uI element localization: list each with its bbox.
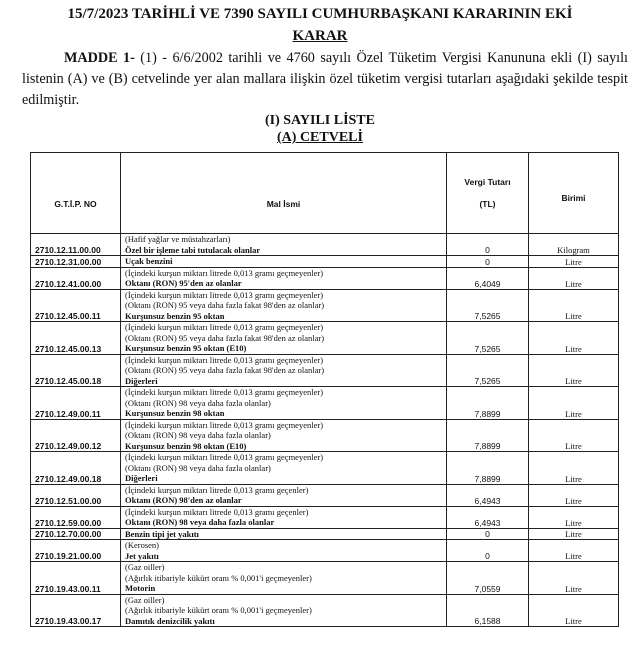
product-name-cell (121, 322, 447, 355)
product-name: Diğerleri (125, 375, 158, 386)
gtip-cell: 2710.12.49.00.11 (31, 387, 121, 420)
product-qualifier: (Oktanı (RON) 95 veya daha fazla fakat 98'den az olanlar) (125, 300, 325, 310)
table-row (31, 387, 619, 420)
product-qualifier: (Gaz oiller) (125, 562, 165, 572)
product-name-cell (121, 354, 447, 387)
header-name: Mal İsmi (121, 153, 447, 234)
table-row (31, 234, 619, 256)
tax-amount-cell: 0 (447, 256, 529, 268)
table-row (31, 354, 619, 387)
product-name-cell (121, 419, 447, 452)
product-qualifier: (İçindeki kurşun miktarı litrede 0,013 gramı geçenler) (125, 484, 309, 495)
product-name-cell (121, 289, 447, 322)
tax-amount-cell: 7,8899 (447, 387, 529, 420)
tax-amount-cell: 6,4049 (447, 267, 529, 289)
product-name-cell (121, 562, 447, 595)
gtip-cell: 2710.12.59.00.00 (31, 506, 121, 528)
unit-cell: Litre (529, 387, 619, 420)
unit-cell: Litre (529, 267, 619, 289)
gtip-cell: 2710.19.43.00.11 (31, 562, 121, 595)
product-qualifier: (İçindeki kurşun miktarı litrede 0,013 gramı geçenler) (125, 506, 309, 517)
product-name-cell (121, 256, 447, 268)
unit-cell: Litre (529, 289, 619, 322)
article-text: (1) - 6/6/2002 tarihli ve 4760 sayılı Özel Tüketim Vergisi Kanununa ekli (I) sayılı listenin (A) ve (B) cetvelinde yer alan mallara ilişkin özel tüketim vergisi tutarları aşağıdaki şekilde tespit edilmiştir. (22, 50, 628, 108)
document-heading: 15/7/2023 TARİHLİ VE 7390 SAYILI CUMHURBAŞKANI KARARININ EKİ (67, 6, 573, 22)
product-name: Jet yakıtı (125, 550, 159, 561)
product-name: Kurşunsuz benzin 98 oktan (125, 408, 225, 418)
product-qualifier: (Oktanı (RON) 95 veya daha fazla fakat 98'den az olanlar) (125, 365, 325, 375)
table-row (31, 267, 619, 289)
gtip-cell: 2710.12.49.00.18 (31, 452, 121, 485)
article-label: MADDE 1- (64, 50, 135, 66)
product-name-cell (121, 528, 447, 540)
product-qualifier: (Kerosen) (125, 540, 159, 550)
product-name-cell (121, 267, 447, 289)
product-qualifier: (İçindeki kurşun miktarı litrede 0,013 gramı geçmeyenler) (125, 452, 324, 462)
tax-amount-cell: 7,5265 (447, 354, 529, 387)
product-qualifier: (Ağırlık itibariyle kükürt oranı % 0,001'i geçmeyenler) (125, 572, 312, 583)
unit-cell: Litre (529, 506, 619, 528)
tax-amount-cell: 7,5265 (447, 322, 529, 355)
table-row (31, 322, 619, 355)
product-name: Özel bir işleme tabi tutulacak olanlar (125, 244, 261, 255)
cetvel-title: (A) CETVELİ (277, 130, 363, 145)
tax-amount-cell: 7,8899 (447, 452, 529, 485)
unit-cell: Litre (529, 322, 619, 355)
unit-cell: Litre (529, 540, 619, 562)
product-qualifier: (İçindeki kurşun miktarı litrede 0,013 gramı geçmeyenler) (125, 419, 324, 430)
table-row (31, 452, 619, 485)
table-row (31, 256, 619, 268)
product-name: Kurşunsuz benzin 95 oktan (125, 310, 225, 321)
product-qualifier: (Ağırlık itibariyle kükürt oranı % 0,001'i geçmeyenler) (125, 605, 312, 615)
product-name: Kurşunsuz benzin 98 oktan (E10) (125, 440, 247, 451)
tax-amount-cell: 6,1588 (447, 594, 529, 627)
header-gtip: G.T.İ.P. NO (31, 153, 121, 234)
gtip-cell: 2710.19.43.00.17 (31, 594, 121, 627)
product-qualifier: (İçindeki kurşun miktarı litrede 0,013 gramı geçmeyenler) (125, 354, 324, 365)
header-unit: Birimi (529, 153, 619, 234)
unit-cell: Litre (529, 354, 619, 387)
gtip-cell: 2710.19.21.00.00 (31, 540, 121, 562)
gtip-cell: 2710.12.51.00.00 (31, 484, 121, 506)
gtip-cell: 2710.12.45.00.18 (31, 354, 121, 387)
unit-cell: Litre (529, 452, 619, 485)
tax-amount-cell: 7,0559 (447, 562, 529, 595)
product-qualifier: (İçindeki kurşun miktarı litrede 0,013 gramı geçmeyenler) (125, 289, 324, 300)
product-qualifier: (Hafif yağlar ve müstahzarları) (125, 234, 231, 244)
table-row (31, 528, 619, 540)
unit-cell: Litre (529, 562, 619, 595)
tax-amount-cell: 6,4943 (447, 506, 529, 528)
unit-cell: Litre (529, 484, 619, 506)
product-qualifier: (Oktanı (RON) 98 veya daha fazla olanlar) (125, 462, 271, 473)
header-tax-bottom: (TL) (479, 199, 496, 209)
header-tax-top: Vergi Tutarı (464, 177, 511, 187)
product-name: Oktanı (RON) 98 veya daha fazla olanlar (125, 517, 275, 527)
product-name: Diğerleri (125, 473, 158, 483)
product-name-cell (121, 387, 447, 420)
product-qualifier: (İçindeki kurşun miktarı litrede 0,013 gramı geçmeyenler) (125, 322, 324, 332)
product-qualifier: (İçindeki kurşun miktarı litrede 0,013 gramı geçmeyenler) (125, 387, 324, 397)
article-paragraph (22, 48, 628, 111)
product-name-cell (121, 484, 447, 506)
table-row (31, 484, 619, 506)
gtip-cell: 2710.12.70.00.00 (31, 528, 121, 540)
gtip-cell: 2710.12.45.00.13 (31, 322, 121, 355)
table-row (31, 562, 619, 595)
gtip-cell: 2710.12.41.00.00 (31, 267, 121, 289)
list-title: (I) SAYILI LİSTE (265, 113, 375, 128)
gtip-cell: 2710.12.31.00.00 (31, 256, 121, 268)
product-name: Damıtık denizcilik yakıtı (125, 615, 215, 626)
product-name-cell (121, 234, 447, 256)
product-qualifier: (Gaz oiller) (125, 594, 165, 605)
table-header-row (31, 153, 619, 234)
product-qualifier: (Oktanı (RON) 98 veya daha fazla olanlar) (125, 430, 271, 440)
product-name: Oktanı (RON) 98'den az olanlar (125, 495, 242, 505)
unit-cell: Litre (529, 528, 619, 540)
gtip-cell: 2710.12.45.00.11 (31, 289, 121, 322)
table-row (31, 419, 619, 452)
product-name-cell (121, 594, 447, 627)
tax-amount-cell: 7,5265 (447, 289, 529, 322)
table-row (31, 540, 619, 562)
tax-amount-cell: 0 (447, 540, 529, 562)
product-name: Oktanı (RON) 95'den az olanlar (125, 278, 242, 288)
tax-table (30, 152, 619, 627)
product-name: Benzin tipi jet yakıtı (125, 528, 199, 539)
product-qualifier: (Oktanı (RON) 95 veya daha fazla fakat 98'den az olanlar) (125, 332, 325, 343)
table-row (31, 594, 619, 627)
header-tax (447, 153, 529, 234)
unit-cell: Litre (529, 594, 619, 627)
product-qualifier: (İçindeki kurşun miktarı litrede 0,013 gramı geçmeyenler) (125, 267, 324, 278)
product-name-cell (121, 540, 447, 562)
document-subheading: KARAR (292, 28, 348, 44)
tax-amount-cell: 7,8899 (447, 419, 529, 452)
tax-amount-cell: 6,4943 (447, 484, 529, 506)
product-qualifier: (Oktanı (RON) 98 veya daha fazla olanlar) (125, 397, 271, 408)
tax-amount-cell: 0 (447, 234, 529, 256)
tax-amount-cell: 0 (447, 528, 529, 540)
product-name: Motorin (125, 583, 156, 593)
unit-cell: Litre (529, 256, 619, 268)
table-row (31, 289, 619, 322)
unit-cell: Litre (529, 419, 619, 452)
gtip-cell: 2710.12.49.00.12 (31, 419, 121, 452)
product-name: Kurşunsuz benzin 95 oktan (E10) (125, 343, 247, 353)
unit-cell: Kilogram (529, 234, 619, 256)
gtip-cell: 2710.12.11.00.00 (31, 234, 121, 256)
table-row (31, 506, 619, 528)
product-name-cell (121, 452, 447, 485)
product-name-cell (121, 506, 447, 528)
product-name: Uçak benzini (125, 256, 173, 266)
